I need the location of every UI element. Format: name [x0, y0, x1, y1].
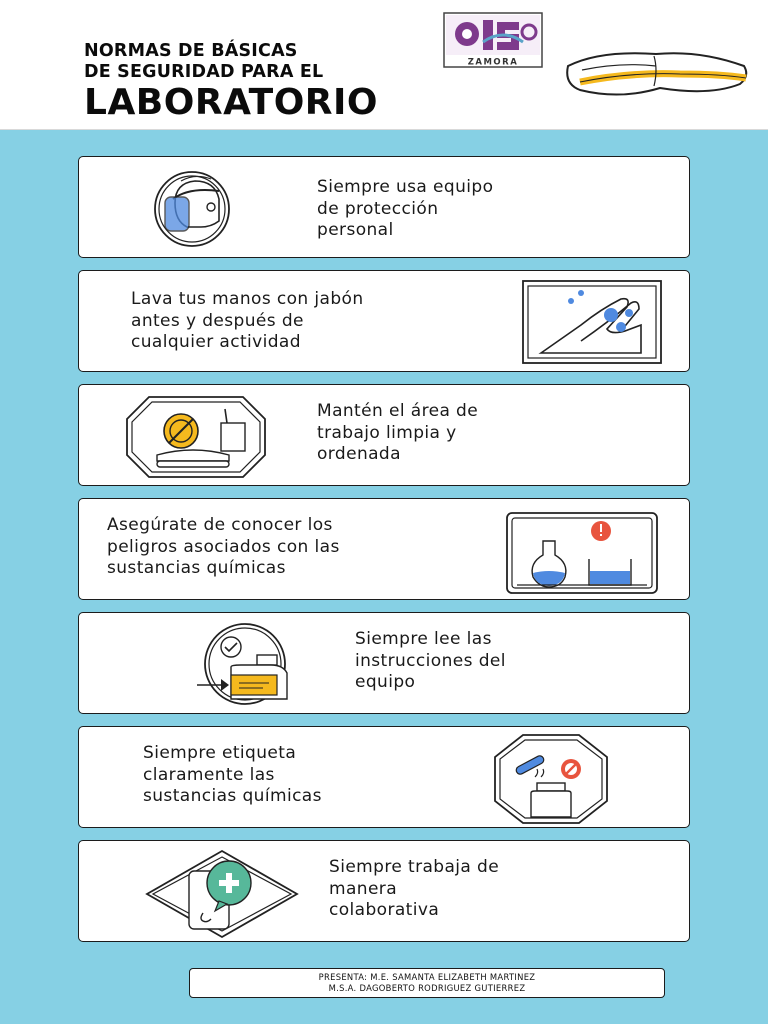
rule-card-ppe [78, 156, 690, 258]
labeled-jar-icon [493, 733, 609, 825]
safety-goggles-icon [560, 44, 752, 100]
medicine-bottle-icon [171, 621, 321, 707]
rule-card-label-chemicals [78, 726, 690, 828]
logo-text: ZAMORA [467, 57, 519, 68]
phone-chat-icon [145, 849, 299, 939]
rule-card-chemical-hazards [78, 498, 690, 600]
rule-text-collaborate: Siempre trabaja de manera colaborativa [329, 857, 500, 920]
title-main: LABORATORIO [84, 82, 379, 123]
presenter-line-2: M.S.A. DAGOBERTO RODRIGUEZ GUTIERREZ [328, 983, 526, 993]
rule-card-read-instructions [78, 612, 690, 714]
face-shield-icon [115, 169, 269, 249]
rule-text-label-chemicals: Siempre etiqueta claramente las sustancias químicas [143, 743, 322, 806]
rule-card-clean-area [78, 384, 690, 486]
rule-text-handwash: Lava tus manos con jabón antes y después de cualquier actividad [131, 289, 364, 352]
rule-text-ppe: Siempre usa equipo de protección personal [317, 177, 494, 240]
hand-washing-icon [521, 279, 663, 365]
rule-text-read-instructions: Siempre lee las instrucciones del equipo [355, 629, 506, 692]
title-line-2: DE SEGURIDAD PARA EL [84, 62, 324, 82]
rule-text-chemical-hazards: Asegúrate de conocer los peligros asociados con las sustancias químicas [107, 515, 340, 578]
rule-card-handwash [78, 270, 690, 372]
rule-text-clean-area: Mantén el área de trabajo limpia y ordenada [317, 401, 479, 464]
no-food-icon [123, 395, 269, 479]
presenters-footer [189, 968, 665, 998]
chemical-hazard-icon [505, 511, 659, 595]
header [0, 0, 768, 130]
title-line-1: NORMAS DE BÁSICAS [84, 41, 298, 61]
presenter-line-1: PRESENTA: M.E. SAMANTA ELIZABETH MARTINEZ [318, 972, 536, 982]
institution-logo-icon [443, 12, 543, 68]
rule-card-collaborate [78, 840, 690, 942]
